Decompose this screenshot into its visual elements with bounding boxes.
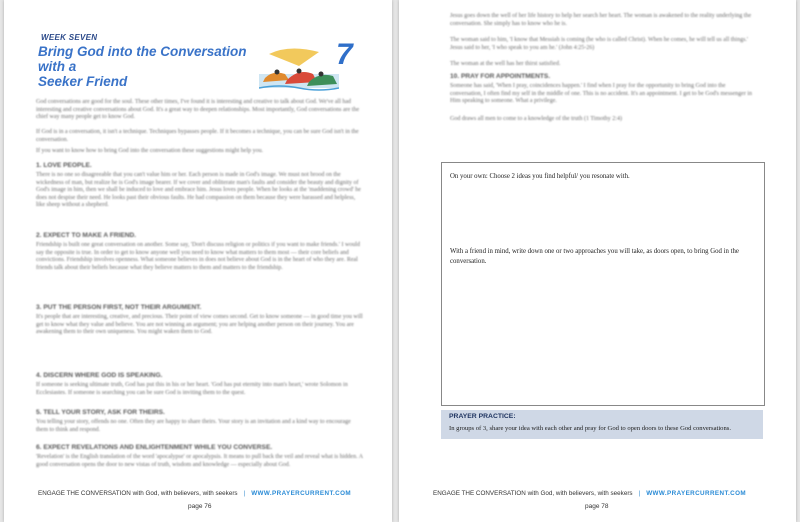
top-paragraph-2: The woman said to him, 'I know that Messiah is coming (he who is called Christ). When he comes, he will tell us all things.' Jesus said to her, 'I who speak to you am he.' (John 4:25-26) xyxy=(450,37,749,51)
prayer-practice-title: PRAYER PRACTICE: xyxy=(449,413,516,420)
section-heading-6: 6. EXPECT REVELATIONS AND ENLIGHTENMENT WHILE YOU CONVERSE. xyxy=(36,444,273,451)
week-label: WEEK SEVEN xyxy=(41,33,98,42)
section-heading-10: 10. PRAY FOR APPOINTMENTS. xyxy=(450,73,551,80)
title-line-2: Seeker Friend xyxy=(38,74,128,89)
footer-text: ENGAGE THE CONVERSATION with God, with believers, with seekers xyxy=(433,490,633,497)
section-heading-2: 2. EXPECT TO MAKE A FRIEND. xyxy=(36,232,137,239)
boat-illustration xyxy=(259,44,339,92)
page-number: page 76 xyxy=(188,503,212,510)
title-line-1: Bring God into the Conversation with a xyxy=(38,44,247,74)
intro-paragraph-2: If God is in a conversation, it isn't a technique. Techniques bypasses people. If it becomes a technique, you can be sure God isn't in the conversation. xyxy=(36,129,359,143)
intro-paragraph-1: God conversations are good for the soul. These other times, I've found it is interesting and creative to talk about God. We've all had interesting and creative conversations about God. It's a great way to deepen relationships. Most importantly, God conversations are the chief way many people get to know God. xyxy=(36,99,360,121)
prayer-practice-box xyxy=(441,410,763,439)
right-page xyxy=(399,0,796,522)
section-text-2: Friendship is built one great conversation on another. Some say, 'Don't discuss religion or politics if you want to make friends.' I would say the opposite is true. In order to get to know anyone well you need to know what matters to them most — their core beliefs and convictions. Friendship involves openness. What someone believes in does not believe about God is in the heart of who they are. Real friends talk about their beliefs because what they believe matters to them and matters to the friendship. xyxy=(36,242,360,271)
footer-text: ENGAGE THE CONVERSATION with God, with believers, with seekers xyxy=(38,490,238,497)
section-text-5: You telling your story, offends no one. Often they are happy to share theirs. Your story is an invitation and a kind way to encourage them to think and respond. xyxy=(36,419,351,433)
intro-paragraph-3: If you want to know how to bring God into the conversation these suggestions might help you. xyxy=(36,148,264,154)
section-text-6: 'Revelation' is the English translation of the word 'apocalypse' or apocalypsis. It means to pull back the veil and reveal what is hidden. A good conversation opens the door to new vistas of truth, wisdom and knowledge — especially about God. xyxy=(36,454,363,468)
footer-url-link[interactable]: WWW.PRAYERCURRENT.COM xyxy=(646,490,747,497)
footer-separator: | xyxy=(243,490,246,497)
section-heading-3: 3. PUT THE PERSON FIRST, NOT THEIR ARGUMENT. xyxy=(36,304,202,311)
footer-separator: | xyxy=(638,490,641,497)
top-paragraph-3: The woman at the well has her thirst satisfied. xyxy=(450,61,561,67)
section-text-10-verse: God draws all men to come to a knowledge of the truth (1 Timothy 2:4) xyxy=(450,116,622,122)
week-number: 7 xyxy=(336,38,353,71)
reflection-prompt-1: On your own: Choose 2 ideas you find helpful/ you resonate with. xyxy=(450,173,630,180)
section-text-3: It's people that are interesting, creative, and precious. Their point of view comes second. Get to know someone — in good time you will get to know what they value and believe. You are not winning an argument; you are helping another person on their journey. You are awakening them to their own uniqueness. You might waken them to God. xyxy=(36,314,363,336)
section-heading-1: 1. LOVE PEOPLE. xyxy=(36,162,92,169)
reflection-box[interactable] xyxy=(441,162,765,406)
reflection-prompt-2: With a friend in mind, write down one or two approaches you will take, as doors open, to bring God in the conversation. xyxy=(450,248,739,265)
section-text-10: Someone has said, 'When I pray, coincidences happen.' I find when I pray for the opportunity to bring God into the conversation, I often find my self in the middle of one. This is no accident. It's an appointment. I get to be God's messenger in Him speaking to someone. What a privilege. xyxy=(450,83,752,105)
top-paragraph-1: Jesus goes down the well of her life history to help her search her heart. The woman is awakened to the reality underlying the conversation. She simply has to know who he is. xyxy=(450,13,752,27)
footer xyxy=(38,490,351,497)
page-number: page 78 xyxy=(585,503,609,510)
section-heading-5: 5. TELL YOUR STORY, ASK FOR THEIRS. xyxy=(36,409,165,416)
page-title xyxy=(38,44,268,89)
prayer-practice-text: In groups of 3, share your idea with each other and pray for God to open doors to these God conversations. xyxy=(449,425,731,432)
section-heading-4: 4. DISCERN WHERE GOD IS SPEAKING. xyxy=(36,372,163,379)
section-text-1: There is no one so disagreeable that you can't value him or her. Each person is made in God's image. We must not brood on the wickedness of man, but realize he is God's image bearer. If we cover and obliterate man's faults and consider the beauty and dignity of God's image in him, then we shall be induced to love and embrace him. Jesus loves people. When he looks at the 'maddening crowd' he does not despise their need. He looks past their obvious faults. He had compassion on them because they were harassed and helpless, like sheep without a shepherd. xyxy=(36,172,361,209)
footer-right xyxy=(433,490,746,497)
footer-url-link[interactable]: WWW.PRAYERCURRENT.COM xyxy=(251,490,352,497)
left-page xyxy=(4,0,392,522)
section-text-4: If someone is seeking ultimate truth, God has put this in his or her heart. 'God has put eternity into man's heart,' wrote Solomon in Ecclesiastes. If someone is searching you can be sure God is inviting them to the quest. xyxy=(36,382,348,396)
